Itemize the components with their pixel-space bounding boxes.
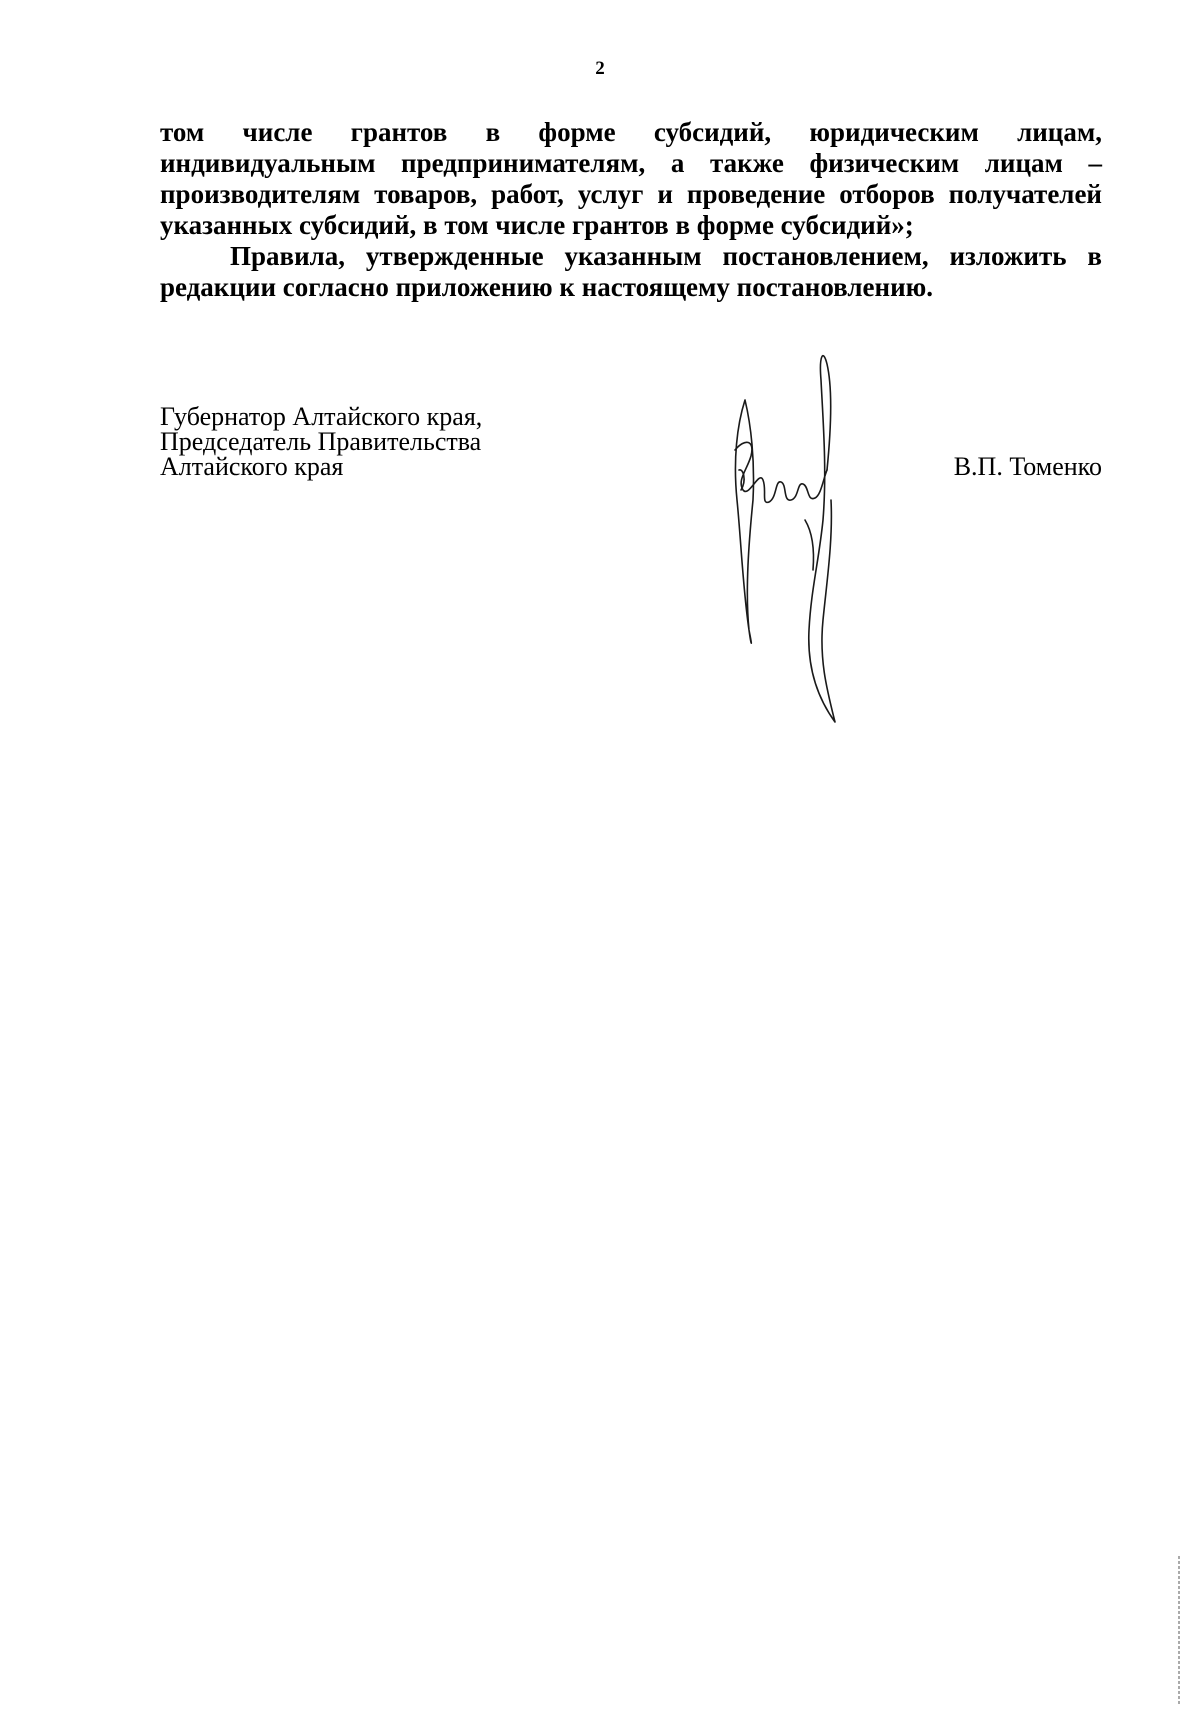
handwritten-signature (715, 330, 865, 748)
paragraph-continuation: том числе грантов в форме субсидий, юридическим лицам, индивидуальным предпринимателям, а также физическим лицам – производителям товаров, работ, услуг и проведение отборов получателей указанных субсидий, в том числе грантов в форме субсидий»; (160, 117, 1102, 240)
position-line: Председатель Правительства (160, 427, 482, 456)
signature-block (160, 404, 1102, 724)
signatory-name: В.П. Томенко (953, 452, 1102, 481)
position-line: Алтайского края (160, 452, 344, 481)
scan-edge-mark (1178, 1556, 1180, 1706)
document-body (160, 117, 1102, 303)
page-number: 2 (595, 58, 605, 79)
signatory-position (160, 404, 482, 479)
position-line: Губернатор Алтайского края, (160, 402, 483, 431)
paragraph-rules: Правила, утвержденные указанным постановлением, изложить в редакции согласно приложению к настоящему постановлению. (160, 241, 1102, 302)
